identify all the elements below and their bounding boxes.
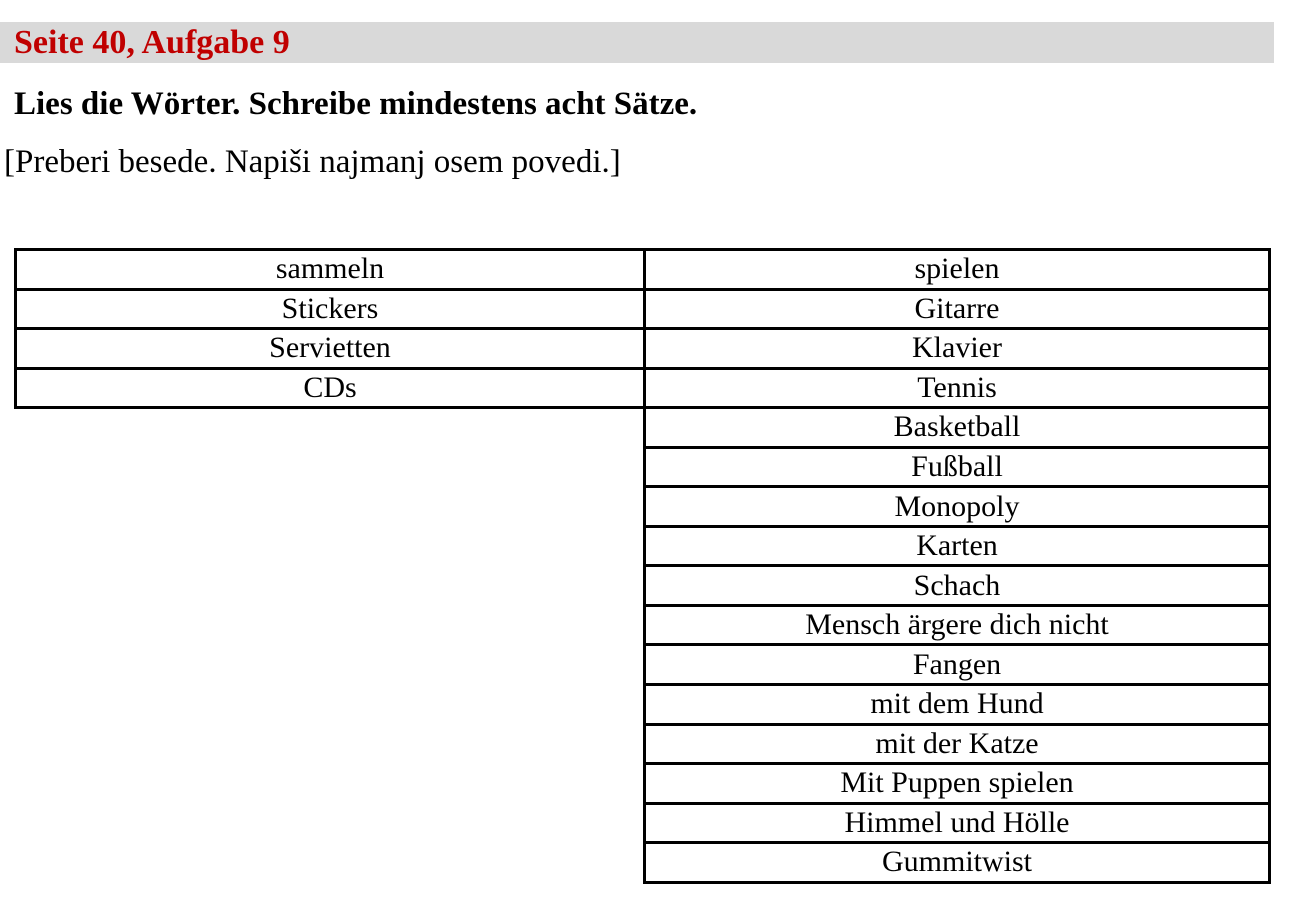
table-cell: Gummitwist <box>643 841 1271 884</box>
table-cell: spielen <box>643 248 1271 291</box>
vocab-table <box>0 248 1290 888</box>
table-cell: Schach <box>643 564 1271 607</box>
table-cell: Monopoly <box>643 485 1271 528</box>
section-header-title: Seite 40, Aufgabe 9 <box>14 23 290 61</box>
table-cell: Stickers <box>14 288 646 331</box>
table-cell: Mit Puppen spielen <box>643 762 1271 805</box>
table-cell: Tennis <box>643 367 1271 410</box>
table-cell: Basketball <box>643 406 1271 449</box>
table-cell: CDs <box>14 367 646 410</box>
table-cell: Gitarre <box>643 288 1271 331</box>
vocab-table-left-column <box>14 248 646 409</box>
table-cell: sammeln <box>14 248 646 291</box>
table-cell: Servietten <box>14 327 646 370</box>
table-cell: Fangen <box>643 643 1271 686</box>
table-cell: Klavier <box>643 327 1271 370</box>
table-cell: Mensch ärgere dich nicht <box>643 604 1271 647</box>
translation-text: [Preberi besede. Napiši najmanj osem povedi.] <box>4 144 621 180</box>
table-cell: mit dem Hund <box>643 683 1271 726</box>
table-cell: Himmel und Hölle <box>643 802 1271 845</box>
instruction-text: Lies die Wörter. Schreibe mindestens acht Sätze. <box>14 86 698 122</box>
section-header-bar <box>0 22 1274 63</box>
table-cell: Karten <box>643 525 1271 568</box>
vocab-table-right-column <box>643 248 1271 884</box>
table-cell: mit der Katze <box>643 723 1271 766</box>
table-cell: Fußball <box>643 446 1271 489</box>
